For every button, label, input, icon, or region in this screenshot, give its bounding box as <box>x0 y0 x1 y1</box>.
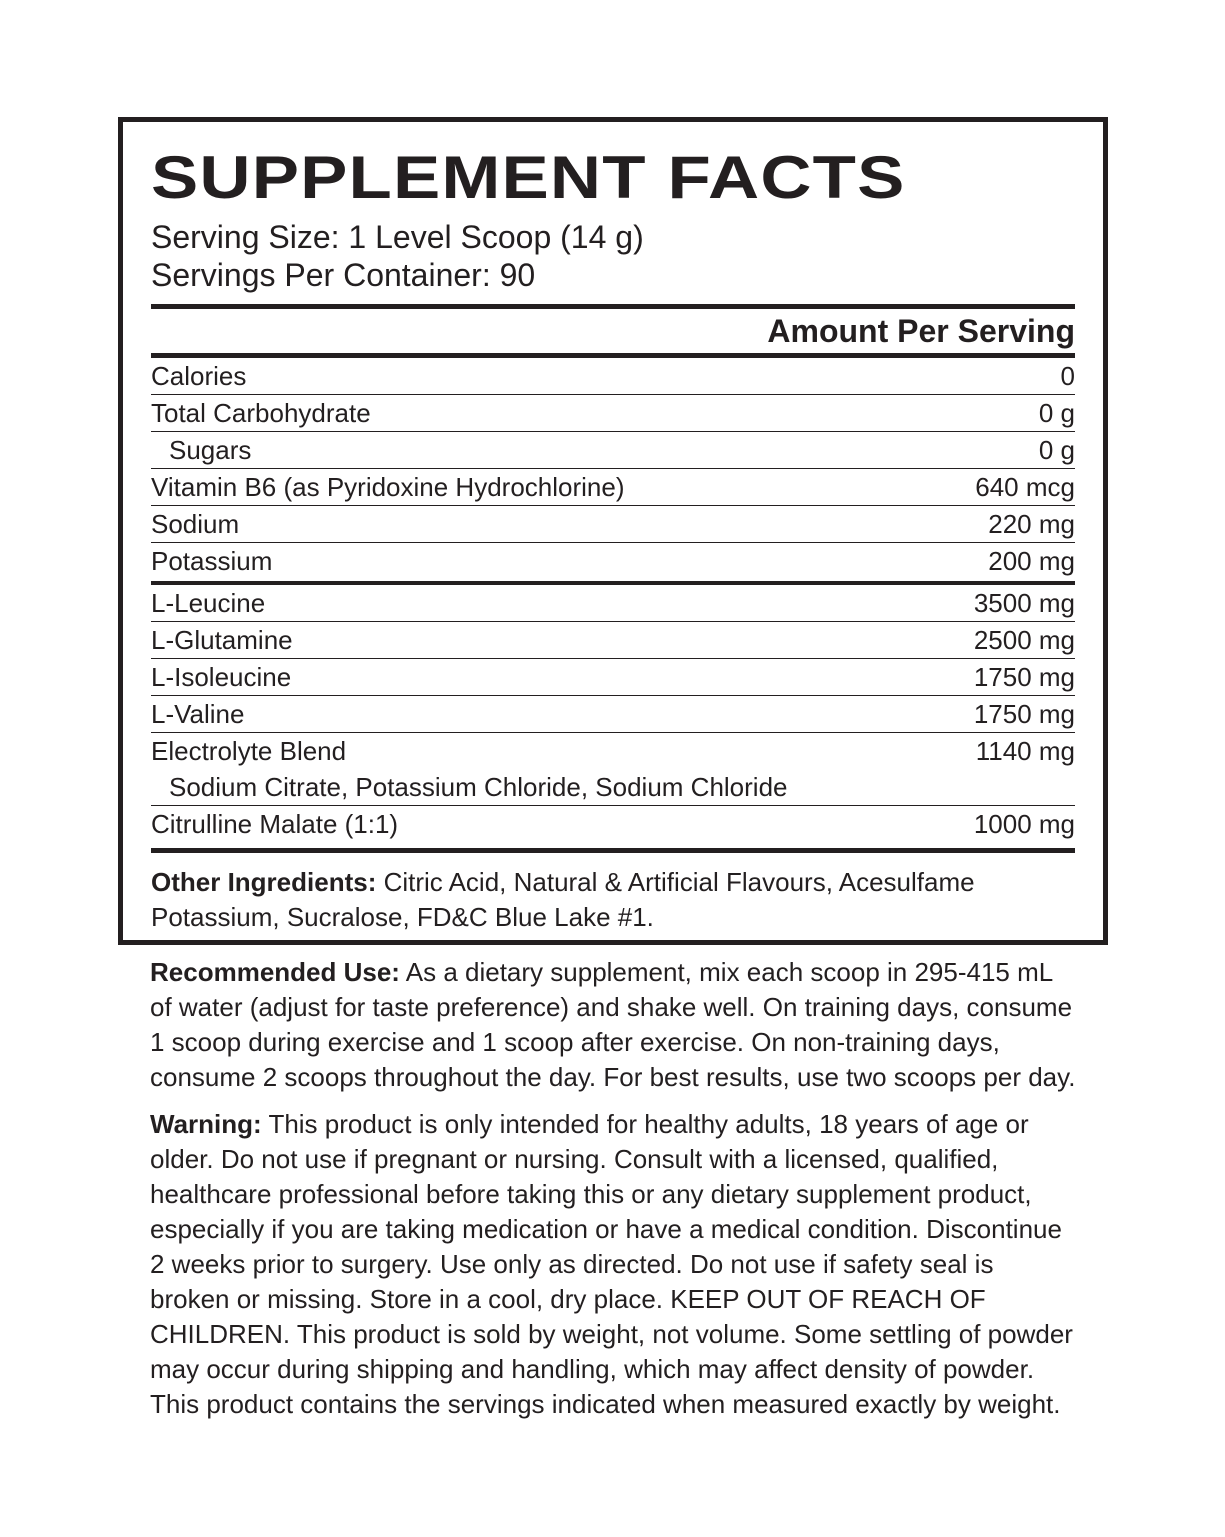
other-ingredients-label: Other Ingredients: <box>151 867 377 897</box>
table-row <box>151 696 1075 732</box>
table-row <box>151 659 1075 695</box>
ingredient-name: L-Leucine <box>151 588 266 618</box>
serving-info <box>151 218 1075 294</box>
recommended-use <box>150 955 1080 1095</box>
blend-components: Sodium Citrate, Potassium Chloride, Sodium Chloride <box>169 772 788 802</box>
nutrient-amount: 0 g <box>1038 398 1075 428</box>
table-row <box>151 432 1075 468</box>
ingredient-amount: 3500 mg <box>973 588 1075 618</box>
table-row <box>151 469 1075 505</box>
table-row <box>151 733 1075 769</box>
supplement-facts-panel <box>118 117 1108 945</box>
warning-text: This product is only intended for healthy adults, 18 years of age or older. Do not use if pregnant or nursing. Consult with a licensed, qualified, healthcare professional before taking this or any dietary supplement product, especially if you are taking medication or have a medical condition. Discontinue 2 weeks prior to surgery. Use only as directed. Do not use if safety seal is broken or missing. Store in a cool, dry place. KEEP OUT OF REACH OF CHILDREN. This product is sold by weight, not volume. Some settling of powder may occur during shipping and handling, which may affect density of powder. This product contains the servings indicated when measured exactly by weight. <box>150 1109 1073 1419</box>
ingredient-name: Citrulline Malate (1:1) <box>151 809 399 839</box>
ingredient-amount: 1750 mg <box>973 699 1075 729</box>
divider <box>151 848 1075 853</box>
other-ingredients <box>151 865 1075 935</box>
nutrient-name: Potassium <box>151 546 273 576</box>
nutrient-name: Sodium <box>151 509 240 539</box>
nutrient-amount: 200 mg <box>988 546 1075 576</box>
table-row <box>151 506 1075 542</box>
nutrient-name: Vitamin B6 (as Pyridoxine Hydrochlorine) <box>151 472 625 502</box>
table-row <box>151 769 1075 805</box>
nutrient-group-2 <box>151 585 1075 842</box>
warning <box>150 1107 1080 1422</box>
nutrient-amount: 0 <box>1060 361 1075 391</box>
recommended-use-label: Recommended Use: <box>150 957 400 987</box>
ingredient-amount: 2500 mg <box>973 625 1075 655</box>
table-row <box>151 622 1075 658</box>
nutrient-amount: 640 mcg <box>975 472 1075 502</box>
ingredient-amount: 1140 mg <box>975 736 1075 766</box>
facts-content <box>151 122 1075 935</box>
table-row <box>151 585 1075 621</box>
nutrient-amount: 220 mg <box>988 509 1075 539</box>
table-row <box>151 395 1075 431</box>
warning-label: Warning: <box>150 1109 262 1139</box>
other-ingredients-text: Citric Acid, Natural & Artificial Flavours, Acesulfame Potassium, Sucralose, FD&C Blue Lake #1. <box>151 867 975 932</box>
recommended-use-text: As a dietary supplement, mix each scoop in 295-415 mL of water (adjust for taste preference) and shake well. On training days, consume 1 scoop during exercise and 1 scoop after exercise. On non-training days, consume 2 scoops throughout the day. For best results, use two scoops per day. <box>150 957 1076 1092</box>
nutrient-name: Calories <box>151 361 247 391</box>
ingredient-name: L-Isoleucine <box>151 662 292 692</box>
ingredient-name: Electrolyte Blend <box>151 736 347 766</box>
nutrient-amount: 0 g <box>1038 435 1075 465</box>
table-row <box>151 543 1075 579</box>
amount-per-serving-header: Amount Per Serving <box>767 313 1075 349</box>
serving-size: Serving Size: 1 Level Scoop (14 g) <box>151 219 644 255</box>
nutrient-name: Total Carbohydrate <box>151 398 371 428</box>
ingredient-name: L-Glutamine <box>151 625 293 655</box>
ingredient-amount: 1000 mg <box>973 809 1075 839</box>
ingredient-amount: 1750 mg <box>973 662 1075 692</box>
table-row <box>151 358 1075 394</box>
table-row <box>151 806 1075 842</box>
nutrient-name: Sugars <box>169 435 252 465</box>
facts-title: SUPPLEMENT FACTS <box>151 144 906 211</box>
nutrient-group-1 <box>151 358 1075 579</box>
ingredient-name: L-Valine <box>151 699 245 729</box>
servings-per-container: Servings Per Container: 90 <box>151 257 536 293</box>
